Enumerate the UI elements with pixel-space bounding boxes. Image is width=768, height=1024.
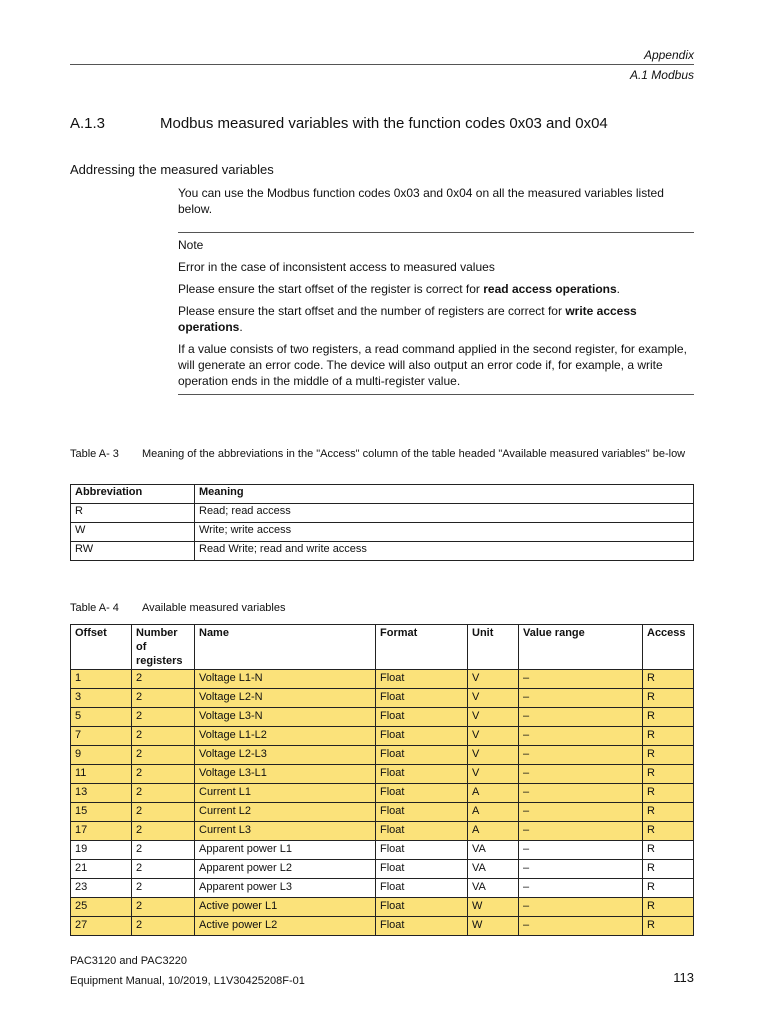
table-cell: Voltage L3-N: [195, 708, 376, 727]
table-cell: Apparent power L1: [195, 841, 376, 860]
table-cell: 15: [71, 803, 132, 822]
measured-variables-table: [70, 624, 694, 936]
table-cell: –: [519, 879, 643, 898]
footer-manual: Equipment Manual, 10/2019, L1V30425208F-01: [70, 975, 305, 987]
table-cell: 17: [71, 822, 132, 841]
table-cell: –: [519, 727, 643, 746]
table-cell: 19: [71, 841, 132, 860]
table-cell: Float: [376, 765, 468, 784]
table-cell: 2: [132, 746, 195, 765]
table-header-row: [71, 625, 694, 670]
table-cell: Voltage L1-N: [195, 670, 376, 689]
table-cell: Float: [376, 746, 468, 765]
table-cell: 2: [132, 670, 195, 689]
section-title: Modbus measured variables with the function codes 0x03 and 0x04: [160, 115, 608, 132]
table-row: [71, 803, 694, 822]
table-cell: 2: [132, 898, 195, 917]
table-header-row: [71, 485, 694, 504]
column-header: Name: [195, 625, 376, 670]
table-cell: 25: [71, 898, 132, 917]
table-cell: –: [519, 765, 643, 784]
table-cell: V: [468, 670, 519, 689]
table-row: [71, 784, 694, 803]
table-row: [71, 746, 694, 765]
table-cell: Current L1: [195, 784, 376, 803]
table-cell: –: [519, 670, 643, 689]
table-cell: R: [643, 746, 694, 765]
abbreviation-table: [70, 484, 694, 561]
subsection-title: Addressing the measured variables: [70, 162, 274, 177]
table-cell: –: [519, 746, 643, 765]
column-header: Meaning: [195, 485, 694, 504]
table-cell: A: [468, 822, 519, 841]
footer-product: PAC3120 and PAC3220: [70, 955, 188, 967]
table-cell: Active power L2: [195, 917, 376, 936]
column-header: Number of registers: [132, 625, 195, 670]
column-header: Unit: [468, 625, 519, 670]
table-cell: W: [71, 523, 195, 542]
table-row: [71, 822, 694, 841]
section-number: A.1.3: [70, 115, 106, 132]
table-cell: –: [519, 898, 643, 917]
table-cell: –: [519, 841, 643, 860]
note-box: [178, 232, 694, 395]
table-row: [71, 841, 694, 860]
table-cell: 2: [132, 860, 195, 879]
table-cell: W: [468, 898, 519, 917]
table-cell: 7: [71, 727, 132, 746]
table-cell: 2: [132, 841, 195, 860]
table3-caption: Meaning of the abbreviations in the "Access" column of the table headed "Available measured variables" be-low: [142, 448, 686, 460]
table-cell: V: [468, 708, 519, 727]
table-row: [71, 689, 694, 708]
table-row: [71, 765, 694, 784]
table-row: [71, 879, 694, 898]
table-row: [71, 542, 694, 561]
table-cell: Current L3: [195, 822, 376, 841]
note-paragraph-2: Please ensure the start offset and the number of registers are correct for write access operations.: [178, 304, 637, 334]
table-cell: R: [643, 784, 694, 803]
table-cell: 2: [132, 708, 195, 727]
table-cell: Float: [376, 689, 468, 708]
table-cell: –: [519, 860, 643, 879]
table-cell: 23: [71, 879, 132, 898]
table-cell: Voltage L1-L2: [195, 727, 376, 746]
table-cell: Read Write; read and write access: [195, 542, 694, 561]
table-row: [71, 727, 694, 746]
column-header: Value range: [519, 625, 643, 670]
note-label: Note: [178, 238, 204, 252]
table-cell: VA: [468, 860, 519, 879]
table-cell: –: [519, 917, 643, 936]
table-cell: 5: [71, 708, 132, 727]
column-header: Abbreviation: [71, 485, 195, 504]
page-number: 113: [673, 970, 694, 985]
table-cell: R: [643, 917, 694, 936]
table-cell: Float: [376, 803, 468, 822]
table-cell: V: [468, 727, 519, 746]
table-cell: 9: [71, 746, 132, 765]
table-cell: Float: [376, 898, 468, 917]
table-cell: 2: [132, 917, 195, 936]
table-cell: Voltage L2-N: [195, 689, 376, 708]
table-cell: Float: [376, 727, 468, 746]
table-cell: Float: [376, 917, 468, 936]
table-cell: Apparent power L3: [195, 879, 376, 898]
column-header: Format: [376, 625, 468, 670]
table-cell: RW: [71, 542, 195, 561]
header-appendix: Appendix: [643, 48, 694, 62]
table-cell: 2: [132, 879, 195, 898]
column-header: Access: [643, 625, 694, 670]
table-cell: R: [643, 765, 694, 784]
table-cell: R: [643, 822, 694, 841]
intro-paragraph: You can use the Modbus function codes 0x03 and 0x04 on all the measured variables listed below.: [178, 186, 664, 216]
table-cell: Active power L1: [195, 898, 376, 917]
table-cell: Float: [376, 822, 468, 841]
table-cell: Float: [376, 670, 468, 689]
table-cell: 13: [71, 784, 132, 803]
table-cell: R: [643, 879, 694, 898]
table-cell: 27: [71, 917, 132, 936]
note-paragraph-3: If a value consists of two registers, a read command applied in the second register, for example, will generate an error code. The device will also output an error code if, for example, a write operation ends in the middle of a multi-register value.: [178, 342, 687, 388]
table-cell: V: [468, 765, 519, 784]
table-cell: Read; read access: [195, 504, 694, 523]
table-cell: R: [643, 898, 694, 917]
table-row: [71, 670, 694, 689]
table-cell: 11: [71, 765, 132, 784]
table-cell: –: [519, 784, 643, 803]
note-heading: Error in the case of inconsistent access to measured values: [178, 260, 495, 274]
table-cell: Float: [376, 879, 468, 898]
table-cell: 2: [132, 727, 195, 746]
table-cell: Voltage L2-L3: [195, 746, 376, 765]
table-cell: 2: [132, 765, 195, 784]
table-row: [71, 917, 694, 936]
table-cell: 2: [132, 784, 195, 803]
table-cell: –: [519, 822, 643, 841]
table-cell: R: [643, 670, 694, 689]
table-cell: Float: [376, 841, 468, 860]
table-row: [71, 504, 694, 523]
table-cell: R: [643, 803, 694, 822]
table-cell: VA: [468, 879, 519, 898]
table-cell: R: [643, 708, 694, 727]
table-cell: Float: [376, 784, 468, 803]
table-cell: 3: [71, 689, 132, 708]
table-row: [71, 898, 694, 917]
table4-caption-number: Table A- 4: [70, 602, 119, 614]
table-cell: Voltage L3-L1: [195, 765, 376, 784]
header-section: A.1 Modbus: [629, 68, 694, 82]
table-cell: R: [643, 860, 694, 879]
table-cell: V: [468, 746, 519, 765]
table-cell: V: [468, 689, 519, 708]
table-cell: –: [519, 708, 643, 727]
table-cell: 21: [71, 860, 132, 879]
table-cell: A: [468, 784, 519, 803]
table-cell: W: [468, 917, 519, 936]
table-cell: 2: [132, 689, 195, 708]
header-rule: [70, 64, 694, 65]
table3-caption-number: Table A- 3: [70, 448, 119, 460]
table-cell: –: [519, 803, 643, 822]
table-cell: R: [643, 841, 694, 860]
table-cell: VA: [468, 841, 519, 860]
table-cell: R: [643, 689, 694, 708]
table-cell: –: [519, 689, 643, 708]
table-cell: Write; write access: [195, 523, 694, 542]
table-cell: R: [71, 504, 195, 523]
note-paragraph-1: Please ensure the start offset of the register is correct for read access operations.: [178, 282, 621, 296]
table-row: [71, 523, 694, 542]
table-cell: 1: [71, 670, 132, 689]
table-cell: 2: [132, 803, 195, 822]
table-cell: 2: [132, 822, 195, 841]
table-cell: R: [643, 727, 694, 746]
table-cell: Apparent power L2: [195, 860, 376, 879]
table-row: [71, 708, 694, 727]
table-cell: A: [468, 803, 519, 822]
table-cell: Current L2: [195, 803, 376, 822]
table-cell: Float: [376, 708, 468, 727]
table-cell: Float: [376, 860, 468, 879]
table4-caption: Available measured variables: [142, 602, 286, 614]
table-row: [71, 860, 694, 879]
column-header: Offset: [71, 625, 132, 670]
